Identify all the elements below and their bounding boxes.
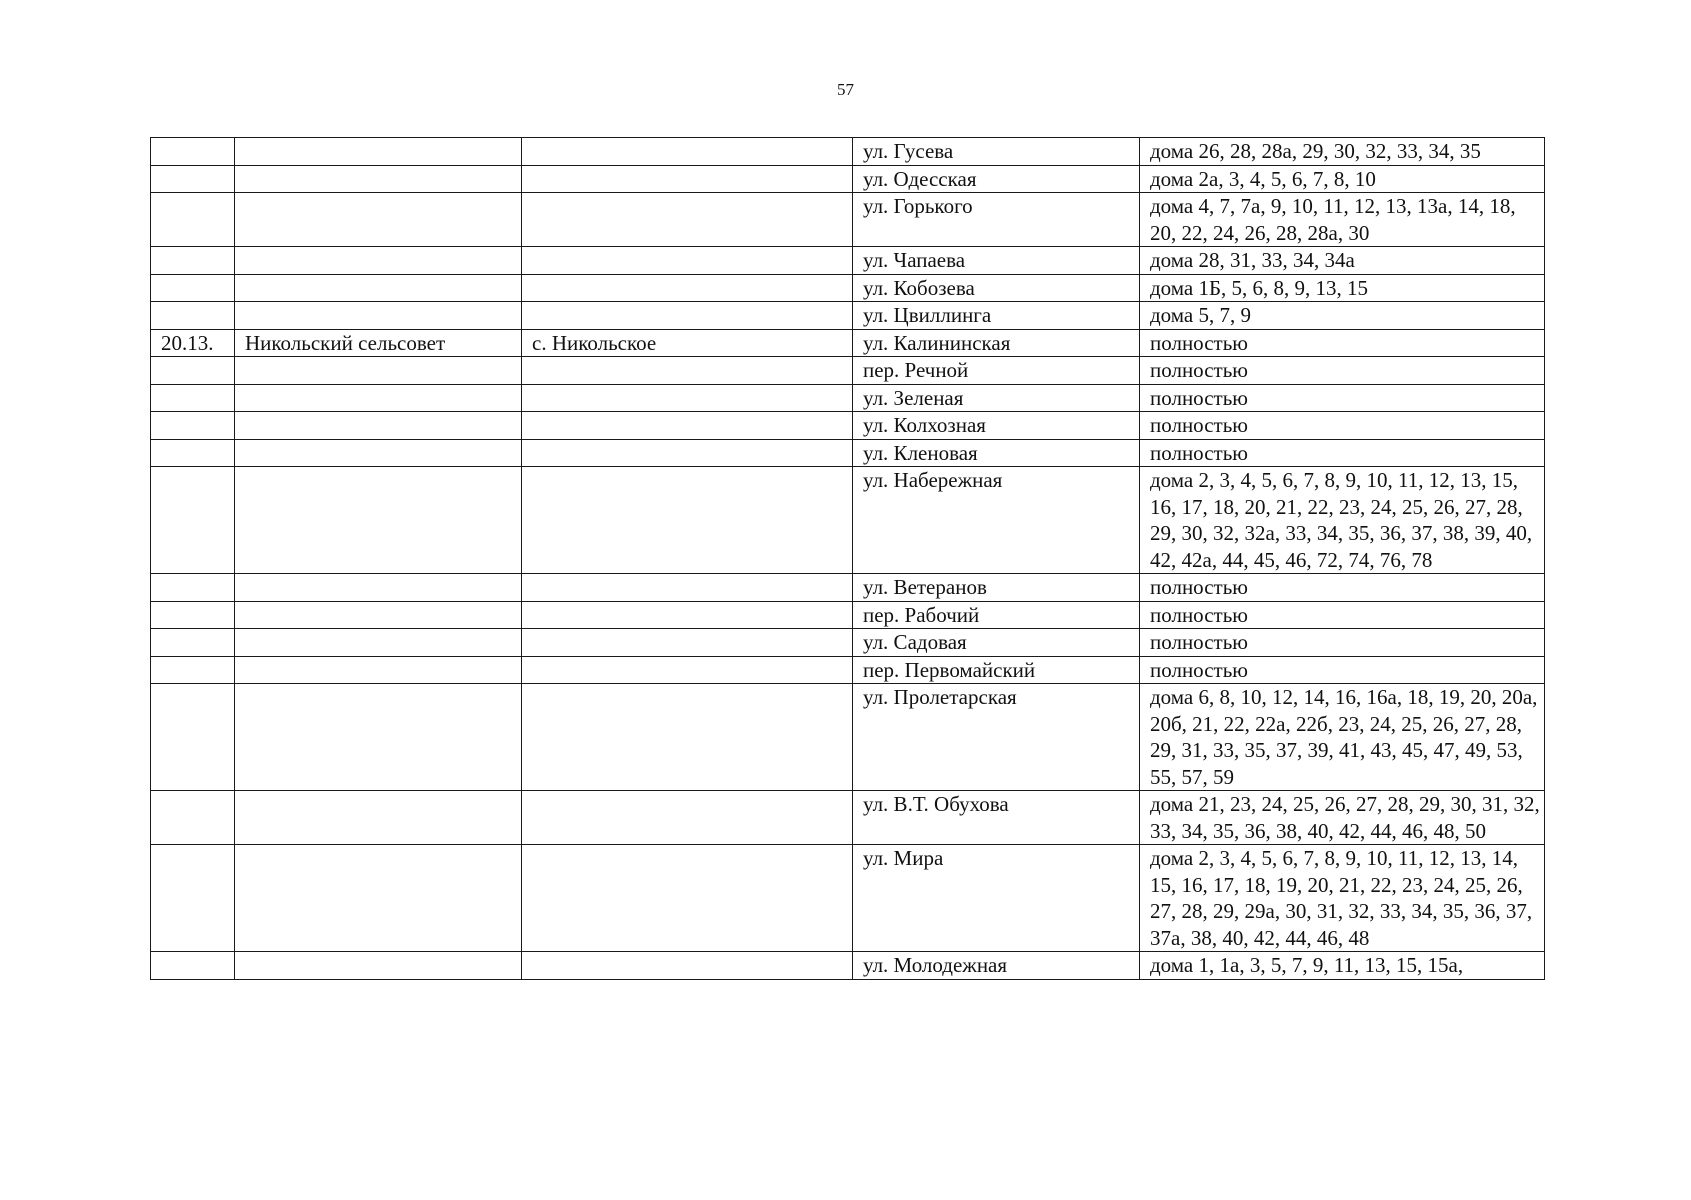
row-number-cell: [151, 274, 235, 302]
address-table: [150, 137, 1545, 980]
council-cell: [235, 574, 522, 602]
council-cell: [235, 601, 522, 629]
settlement-cell: [522, 302, 853, 330]
street-cell: ул. Молодежная: [853, 952, 1140, 980]
settlement-cell: [522, 357, 853, 385]
row-number-cell: 20.13.: [151, 329, 235, 357]
row-number-cell: [151, 629, 235, 657]
settlement-cell: с. Никольское: [522, 329, 853, 357]
street-cell: пер. Речной: [853, 357, 1140, 385]
houses-cell: дома 26, 28, 28а, 29, 30, 32, 33, 34, 35: [1140, 138, 1545, 166]
settlement-cell: [522, 791, 853, 845]
settlement-cell: [522, 656, 853, 684]
houses-cell: дома 2а, 3, 4, 5, 6, 7, 8, 10: [1140, 165, 1545, 193]
row-number-cell: [151, 247, 235, 275]
council-cell: [235, 656, 522, 684]
table-row: [151, 302, 1545, 330]
street-cell: ул. Колхозная: [853, 412, 1140, 440]
settlement-cell: [522, 439, 853, 467]
table-row: [151, 656, 1545, 684]
table-row: [151, 574, 1545, 602]
houses-cell: полностью: [1140, 439, 1545, 467]
row-number-cell: [151, 656, 235, 684]
houses-cell: дома 2, 3, 4, 5, 6, 7, 8, 9, 10, 11, 12, 13, 14, 15, 16, 17, 18, 19, 20, 21, 22, 23, 24, 25, 26, 27, 28, 29, 29а, 30, 31, 32, 33, 34, 35, 36, 37, 37а, 38, 40, 42, 44, 46, 48: [1140, 845, 1545, 952]
street-cell: ул. Цвиллинга: [853, 302, 1140, 330]
row-number-cell: [151, 412, 235, 440]
houses-cell: дома 4, 7, 7а, 9, 10, 11, 12, 13, 13а, 14, 18, 20, 22, 24, 26, 28, 28а, 30: [1140, 193, 1545, 247]
council-cell: [235, 302, 522, 330]
council-cell: [235, 165, 522, 193]
houses-cell: дома 6, 8, 10, 12, 14, 16, 16а, 18, 19, 20, 20а, 20б, 21, 22, 22а, 22б, 23, 24, 25, 26, 27, 28, 29, 31, 33, 35, 37, 39, 41, 43, 45, 47, 49, 53, 55, 57, 59: [1140, 684, 1545, 791]
row-number-cell: [151, 439, 235, 467]
row-number-cell: [151, 193, 235, 247]
settlement-cell: [522, 574, 853, 602]
council-cell: [235, 791, 522, 845]
row-number-cell: [151, 384, 235, 412]
settlement-cell: [522, 274, 853, 302]
houses-cell: полностью: [1140, 357, 1545, 385]
table-row: [151, 467, 1545, 574]
row-number-cell: [151, 952, 235, 980]
houses-cell: полностью: [1140, 574, 1545, 602]
row-number-cell: [151, 467, 235, 574]
settlement-cell: [522, 138, 853, 166]
table-row: [151, 791, 1545, 845]
table-row: [151, 384, 1545, 412]
street-cell: ул. Чапаева: [853, 247, 1140, 275]
table-row: [151, 329, 1545, 357]
settlement-cell: [522, 601, 853, 629]
street-cell: ул. Ветеранов: [853, 574, 1140, 602]
houses-cell: дома 1Б, 5, 6, 8, 9, 13, 15: [1140, 274, 1545, 302]
table-row: [151, 952, 1545, 980]
row-number-cell: [151, 302, 235, 330]
council-cell: [235, 467, 522, 574]
street-cell: пер. Рабочий: [853, 601, 1140, 629]
houses-cell: дома 21, 23, 24, 25, 26, 27, 28, 29, 30, 31, 32, 33, 34, 35, 36, 38, 40, 42, 44, 46, 48, 50: [1140, 791, 1545, 845]
council-cell: [235, 845, 522, 952]
table-row: [151, 357, 1545, 385]
settlement-cell: [522, 467, 853, 574]
table-row: [151, 193, 1545, 247]
table-row: [151, 629, 1545, 657]
council-cell: [235, 439, 522, 467]
row-number-cell: [151, 138, 235, 166]
street-cell: ул. Калининская: [853, 329, 1140, 357]
row-number-cell: [151, 601, 235, 629]
street-cell: ул. Горького: [853, 193, 1140, 247]
street-cell: ул. Гусева: [853, 138, 1140, 166]
street-cell: ул. Мира: [853, 845, 1140, 952]
street-cell: ул. Пролетарская: [853, 684, 1140, 791]
council-cell: [235, 629, 522, 657]
houses-cell: полностью: [1140, 412, 1545, 440]
street-cell: ул. Кленовая: [853, 439, 1140, 467]
houses-cell: дома 1, 1а, 3, 5, 7, 9, 11, 13, 15, 15а,: [1140, 952, 1545, 980]
row-number-cell: [151, 357, 235, 385]
row-number-cell: [151, 845, 235, 952]
page-number: 57: [837, 80, 854, 99]
council-cell: [235, 138, 522, 166]
street-cell: ул. Кобозева: [853, 274, 1140, 302]
settlement-cell: [522, 629, 853, 657]
council-cell: [235, 193, 522, 247]
settlement-cell: [522, 193, 853, 247]
street-cell: ул. Зеленая: [853, 384, 1140, 412]
street-cell: пер. Первомайский: [853, 656, 1140, 684]
table-row: [151, 165, 1545, 193]
houses-cell: полностью: [1140, 329, 1545, 357]
settlement-cell: [522, 412, 853, 440]
settlement-cell: [522, 165, 853, 193]
houses-cell: дома 5, 7, 9: [1140, 302, 1545, 330]
table-row: [151, 412, 1545, 440]
table-row: [151, 138, 1545, 166]
council-cell: [235, 952, 522, 980]
street-cell: ул. Набережная: [853, 467, 1140, 574]
council-cell: [235, 412, 522, 440]
council-cell: Никольский сельсовет: [235, 329, 522, 357]
council-cell: [235, 384, 522, 412]
council-cell: [235, 684, 522, 791]
street-cell: ул. Садовая: [853, 629, 1140, 657]
council-cell: [235, 247, 522, 275]
row-number-cell: [151, 791, 235, 845]
table-row: [151, 684, 1545, 791]
street-cell: ул. Одесская: [853, 165, 1140, 193]
council-cell: [235, 357, 522, 385]
settlement-cell: [522, 845, 853, 952]
row-number-cell: [151, 574, 235, 602]
settlement-cell: [522, 952, 853, 980]
settlement-cell: [522, 684, 853, 791]
row-number-cell: [151, 165, 235, 193]
settlement-cell: [522, 247, 853, 275]
houses-cell: полностью: [1140, 656, 1545, 684]
table-row: [151, 274, 1545, 302]
row-number-cell: [151, 684, 235, 791]
council-cell: [235, 274, 522, 302]
table-row: [151, 845, 1545, 952]
houses-cell: полностью: [1140, 629, 1545, 657]
address-table-body: [151, 138, 1545, 980]
street-cell: ул. В.Т. Обухова: [853, 791, 1140, 845]
houses-cell: полностью: [1140, 384, 1545, 412]
houses-cell: дома 2, 3, 4, 5, 6, 7, 8, 9, 10, 11, 12, 13, 15, 16, 17, 18, 20, 21, 22, 23, 24, 25, 26, 27, 28, 29, 30, 32, 32а, 33, 34, 35, 36, 37, 38, 39, 40, 42, 42а, 44, 45, 46, 72, 74, 76, 78: [1140, 467, 1545, 574]
table-row: [151, 439, 1545, 467]
table-row: [151, 601, 1545, 629]
houses-cell: полностью: [1140, 601, 1545, 629]
houses-cell: дома 28, 31, 33, 34, 34а: [1140, 247, 1545, 275]
table-row: [151, 247, 1545, 275]
settlement-cell: [522, 384, 853, 412]
